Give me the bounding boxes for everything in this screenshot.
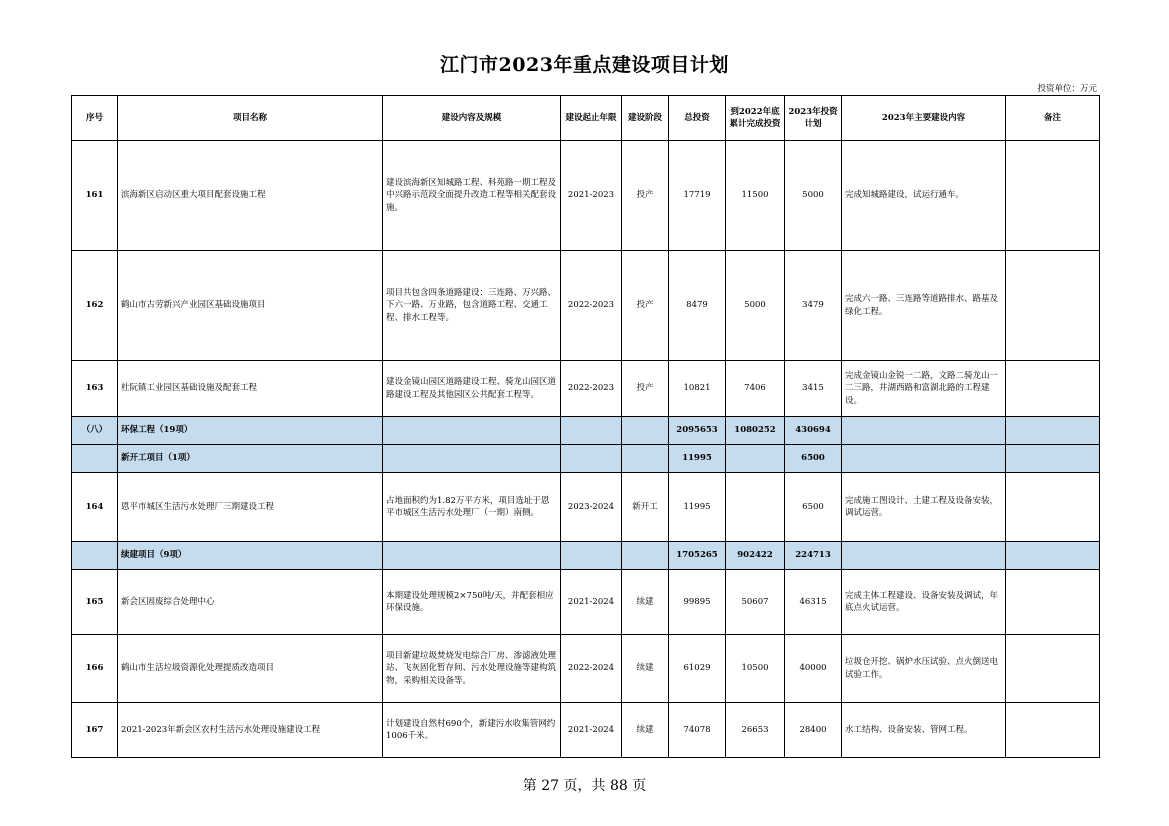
header-seq: 序号 [72,96,118,141]
cell-content: 建设金镜山园区道路建设工程、骑龙山园区道路建设工程及其他园区公共配套工程等。 [383,361,561,417]
cell-plan2023: 28400 [785,703,842,758]
header-completed: 到2022年底累计完成投资 [726,96,785,141]
page-number: 第 27 页，共 88 页 [522,778,647,794]
project-table [71,95,1100,758]
cell-content: 本期建设处理规模2×750吨/天，并配套相应环保设施。 [383,570,561,635]
cell-remark [1006,703,1100,758]
cell-total: 99895 [669,570,726,635]
cell-remark [1006,361,1100,417]
cell-main2023: 水工结构、设备安装、管网工程。 [842,703,1006,758]
cell-total: 10821 [669,361,726,417]
cell-content: 项目新建垃圾焚烧发电综合厂房、渗滤液处理站、飞灰固化暂存间、污水处理设施等建构筑物，采购相关设备等。 [383,635,561,703]
cell-total: 61029 [669,635,726,703]
cell-remark [1006,570,1100,635]
cell-name: 鹤山市古劳新兴产业园区基础设施项目 [118,251,383,361]
group-plan2023: 224713 [785,542,842,570]
cell-remark [1006,635,1100,703]
cell-total: 11995 [669,473,726,542]
group-name: 续建项目（9项） [118,542,383,570]
cell-completed [726,473,785,542]
cell-seq: 164 [72,473,118,542]
cell-period: 2022-2023 [561,361,622,417]
cell-name: 滨海新区启动区重大项目配套设施工程 [118,141,383,251]
category-row [72,417,1100,445]
cell-total: 17719 [669,141,726,251]
cell-main2023: 完成六一路、三连路等道路排水、路基及绿化工程。 [842,251,1006,361]
cell-seq: 162 [72,251,118,361]
category-total: 2095653 [669,417,726,445]
cell-name: 杜阮镇工业园区基础设施及配套工程 [118,361,383,417]
cell-content: 项目共包含四条道路建设：三连路、万兴路、下六一路、万业路，包含道路工程、交通工程、排水工程等。 [383,251,561,361]
cell-plan2023: 3479 [785,251,842,361]
cell-seq: 167 [72,703,118,758]
cell-period: 2023-2024 [561,473,622,542]
cell-completed: 5000 [726,251,785,361]
category-seq: （八） [72,417,118,445]
cell-name: 鹤山市生活垃圾资源化处理提质改造项目 [118,635,383,703]
cell-main2023: 完成知城路建设，试运行通车。 [842,141,1006,251]
group-completed: 902422 [726,542,785,570]
cell-stage: 投产 [622,361,669,417]
cell-total: 74078 [669,703,726,758]
group-name: 新开工项目（1项） [118,445,383,473]
cell-period: 2022-2023 [561,251,622,361]
cell-period: 2022-2024 [561,635,622,703]
table-row [72,703,1100,758]
cell-main2023: 完成施工图设计、土建工程及设备安装，调试运营。 [842,473,1006,542]
group-plan2023: 6500 [785,445,842,473]
cell-main2023: 垃圾仓开挖、锅炉水压试验、点火倒送电试验工作。 [842,635,1006,703]
group-row-continuing [72,542,1100,570]
group-total: 1705265 [669,542,726,570]
cell-stage: 投产 [622,141,669,251]
cell-period: 2021-2023 [561,141,622,251]
cell-completed: 7406 [726,361,785,417]
cell-completed: 50607 [726,570,785,635]
category-plan2023: 430694 [785,417,842,445]
table-row [72,570,1100,635]
table-row [72,141,1100,251]
header-content: 建设内容及规模 [383,96,561,141]
cell-completed: 11500 [726,141,785,251]
category-completed: 1080252 [726,417,785,445]
cell-period: 2021-2024 [561,703,622,758]
cell-content: 建设滨海新区知城路工程、科苑路一期工程及中兴路示范段全面提升改造工程等相关配套设施。 [383,141,561,251]
cell-remark [1006,251,1100,361]
cell-seq: 161 [72,141,118,251]
header-plan2023: 2023年投资计划 [785,96,842,141]
cell-remark [1006,141,1100,251]
cell-content: 计划建设自然村690个，新建污水收集管网约1006千米。 [383,703,561,758]
cell-seq: 163 [72,361,118,417]
cell-name: 恩平市城区生活污水处理厂三期建设工程 [118,473,383,542]
cell-stage: 续建 [622,703,669,758]
header-remark: 备注 [1006,96,1100,141]
cell-completed: 10500 [726,635,785,703]
cell-period: 2021-2024 [561,570,622,635]
header-total: 总投资 [669,96,726,141]
category-name: 环保工程（19项） [118,417,383,445]
page-title: 江门市2023年重点建设项目计划 [440,54,729,76]
cell-stage: 新开工 [622,473,669,542]
cell-plan2023: 46315 [785,570,842,635]
header-stage: 建设阶段 [622,96,669,141]
cell-plan2023: 5000 [785,141,842,251]
cell-plan2023: 40000 [785,635,842,703]
cell-stage: 投产 [622,251,669,361]
header-name: 项目名称 [118,96,383,141]
cell-completed: 26653 [726,703,785,758]
cell-remark [1006,473,1100,542]
header-period: 建设起止年限 [561,96,622,141]
cell-stage: 续建 [622,635,669,703]
cell-content: 占地面积约为1.82万平方米，项目选址于恩平市城区生活污水处理厂（一期）南侧。 [383,473,561,542]
group-completed [726,445,785,473]
cell-main2023: 完成主体工程建设、设备安装及调试，年底点火试运营。 [842,570,1006,635]
table-row [72,473,1100,542]
table-row [72,251,1100,361]
table-header-row [72,96,1100,141]
cell-main2023: 完成金镜山金锐一二路，文路二骑龙山一二三路，井湖西路和富湖北路的工程建设。 [842,361,1006,417]
cell-name: 2021-2023年新会区农村生活污水处理设施建设工程 [118,703,383,758]
group-total: 11995 [669,445,726,473]
investment-unit-label: 投资单位：万元 [1037,84,1097,94]
cell-plan2023: 3415 [785,361,842,417]
cell-total: 8479 [669,251,726,361]
cell-seq: 166 [72,635,118,703]
header-main2023: 2023年主要建设内容 [842,96,1006,141]
group-row-new [72,445,1100,473]
cell-stage: 续建 [622,570,669,635]
table-row [72,361,1100,417]
cell-plan2023: 6500 [785,473,842,542]
cell-seq: 165 [72,570,118,635]
table-row [72,635,1100,703]
cell-name: 新会区固废综合处理中心 [118,570,383,635]
